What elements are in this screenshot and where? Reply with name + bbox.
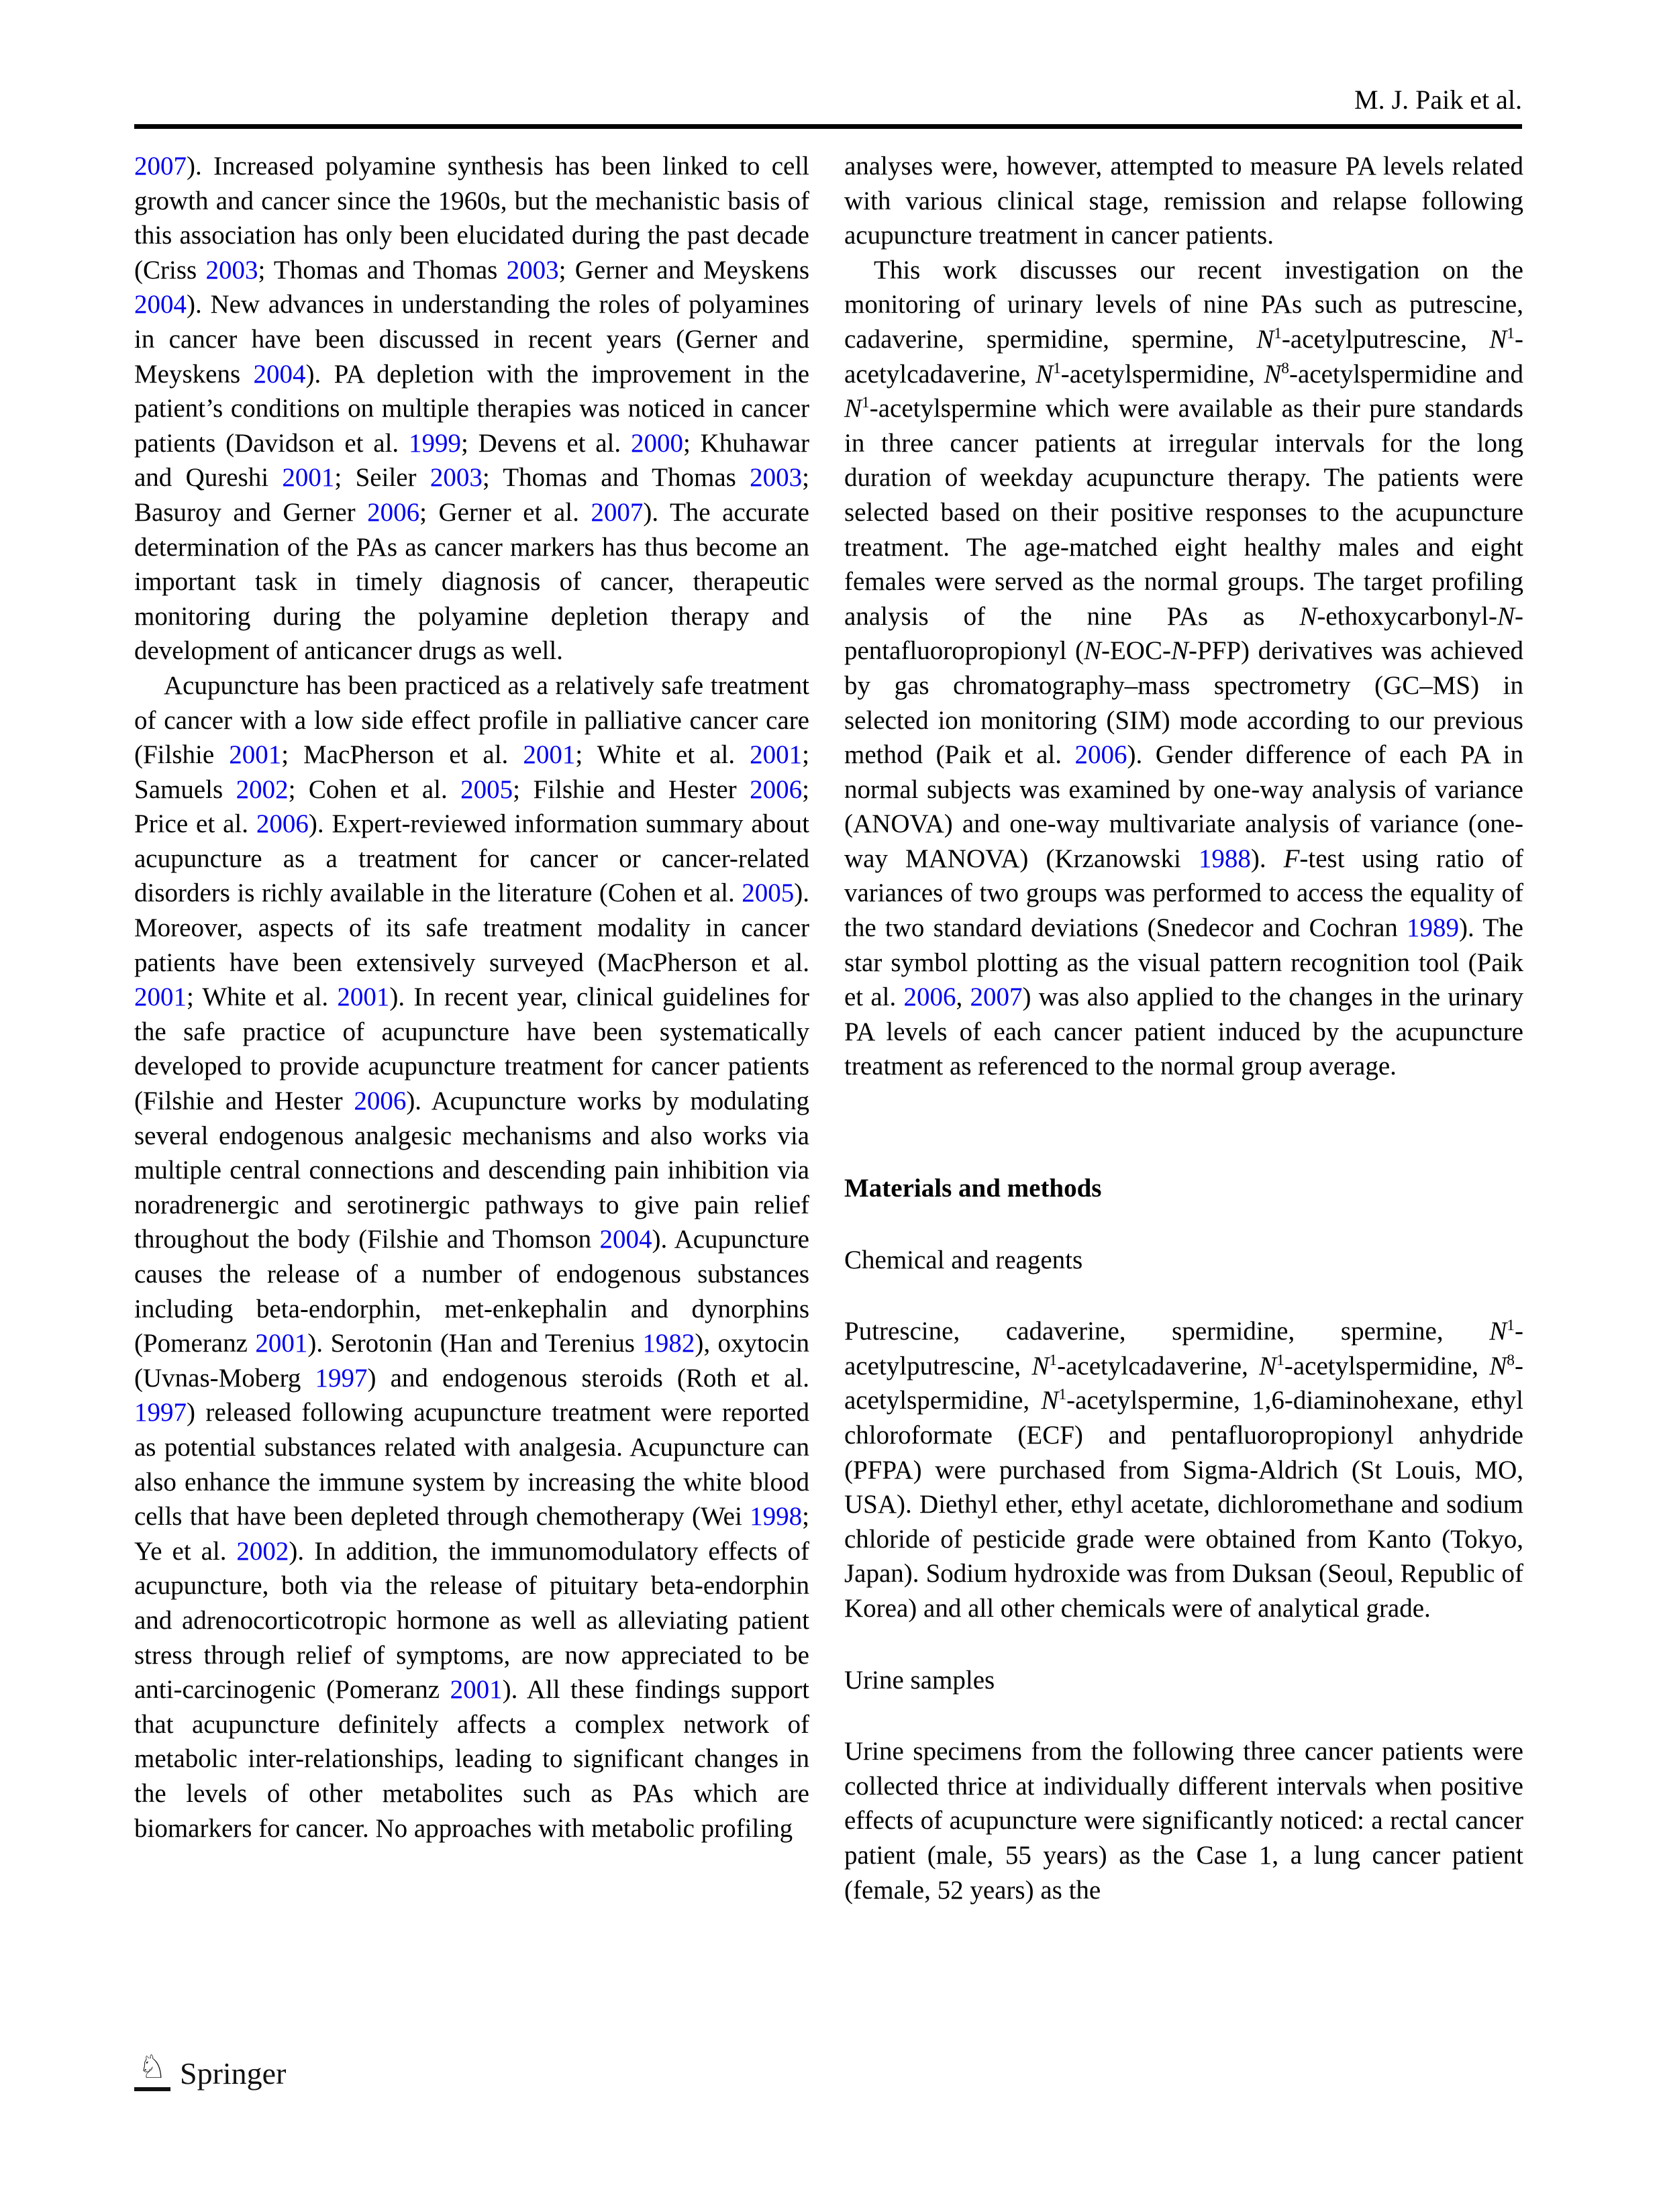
paragraph: 2007). Increased polyamine synthesis has been linked to cell growth and cancer since the 1960s, but the mechanistic basis of this association has only been elucidated during the past decade (Criss 2003; Thomas and Thomas 2003; Gerner and Meyskens 2004). New advances in understanding the roles of polyamines in cancer have been discussed in recent years (Gerner and Meyskens 2004). PA depletion with the improvement in the patient’s conditions on multiple therapies was noticed in cancer patients (Davidson et al. 1999; Devens et al. 2000; Khuhawar and Qureshi 2001; Seiler 2003; Thomas and Thomas 2003; Basuroy and Gerner 2006; Gerner et al. 2007). The accurate determination of the PAs as cancer markers has thus become an important task in timely diagnosis of cancer, therapeutic monitoring during the polyamine depletion therapy and development of anticancer drugs as well. — [134, 152, 809, 666]
paragraph: Acupuncture has been practiced as a relatively safe treatment of cancer with a low side effect profile in palliative cancer care (Filshie 2001; MacPherson et al. 2001; White et al. 2001; Samuels 2002; Cohen et al. 2005; Filshie and Hester 2006; Price et al. 2006). Expert-reviewed information summary about acupuncture as a treatment for cancer or cancer-related disorders is richly available in the literature (Cohen et al. 2005). Moreover, aspects of its safe treatment modality in cancer patients have been extensively surveyed (MacPherson et al. 2001; White et al. 2001). In recent year, clinical guidelines for the safe practice of acupuncture have been systematically developed to provide acupuncture treatment for cancer patients (Filshie and Hester 2006). Acupuncture works by modulating several endogenous analgesic mechanisms and also works via multiple central connections and descending pain inhibition via noradrenergic and serotinergic pathways to give pain relief throughout the body (Filshie and Thomson 2004). Acupuncture causes the release of a number of endogenous substances including beta-endorphin, met-enkephalin and dynorphins (Pomeranz 2001). Serotonin (Han and Terenius 1982), oxytocin (Uvnas-Moberg 1997) and endogenous steroids (Roth et al. 1997) released following acupuncture treatment were reported as potential substances related with analgesia. Acupuncture can also enhance the immune system by increasing the white blood cells that have been depleted through chemotherapy (Wei 1998; Ye et al. 2002). In addition, the immunomodulatory effects of acupuncture, both via the release of pituitary beta-endorphin and adrenocorticotropic hormone as well as alleviating patient stress through relief of symptoms, are now appreciated to be anti-carcinogenic (Pomeranz 2001). All these findings support that acupuncture definitely affects a complex network of metabolic inter-relationships, leading to significant changes in the levels of other metabolites such as PAs which are biomarkers for cancer. No approaches with metabolic profiling — [134, 670, 810, 1843]
citation-year-link[interactable]: 2000 — [630, 428, 683, 458]
citation-year-link[interactable]: 1989 — [1407, 913, 1460, 943]
paragraph: Urine specimens from the following three cancer patients were collected thrice at individually different intervals when positive effects of acupuncture were significantly noticed: a rectal cancer patient (male, 55 years) as the Case 1, a lung cancer patient (female, 52 years) as the — [844, 1737, 1523, 1905]
citation-year-link[interactable]: 2006 — [750, 774, 803, 804]
citation-year-link[interactable]: 2005 — [460, 774, 513, 804]
citation-year-link[interactable]: 2006 — [903, 983, 956, 1012]
citation-year-link[interactable]: 1997 — [315, 1363, 368, 1393]
citation-year-link[interactable]: 2007 — [591, 497, 644, 527]
left-column — [134, 149, 809, 1846]
citation-year-link[interactable]: 2006 — [367, 497, 420, 527]
citation-year-link[interactable]: 2001 — [337, 983, 390, 1012]
citation-year-link[interactable]: 2007 — [134, 152, 187, 181]
citation-year-link[interactable]: 2001 — [134, 983, 187, 1012]
paragraph: This work discusses our recent investigation on the monitoring of urinary levels of nine PAs such as putrescine, cadaverine, spermidine, spermine, $N^1$-acetylputrescine, $N^1$-acetylcadaverine, $N^1$-acetylspermidine, $N^8$-acetylspermidine and $N^1$-acetylspermine which were available as their pure standards in three cancer patients at irregular intervals for the long duration of weekday acupuncture therapy. The patients were selected based on their positive responses to the acupuncture treatment. The age-matched eight healthy males and eight females were served as the normal groups. The target profiling analysis of the nine PAs as N-ethoxycarbonyl-N-pentafluoropropionyl (N-EOC-N-PFP) derivatives was achieved by gas chromatography–mass spectrometry (GC–MS) in selected ion monitoring (SIM) mode according to our previous method (Paik et al. 2006). Gender difference of each PA in normal subjects was examined by one-way analysis of variance (ANOVA) and one-way multivariate analysis of variance (one-way MANOVA) (Krzanowski 1988). F-test using ratio of variances of two groups was performed to access the equality of the two standard deviations (Snedecor and Cochran 1989). The star symbol plotting as the visual pattern recognition tool (Paik et al. 2006, 2007) was also applied to the changes in the urinary PA levels of each cancer patient induced by the acupuncture treatment as referenced to the normal group average. — [844, 255, 1523, 1081]
header-rule — [134, 124, 1522, 129]
citation-year-link[interactable]: 1988 — [1198, 844, 1251, 873]
citation-year-link[interactable]: 2006 — [1074, 740, 1127, 770]
citation-year-link[interactable]: 2001 — [523, 740, 576, 770]
citation-year-link[interactable]: 2002 — [236, 774, 289, 804]
citation-year-link[interactable]: 1982 — [642, 1329, 695, 1358]
springer-logo-icon: ♘ — [134, 2048, 170, 2091]
citation-year-link[interactable]: 2007 — [970, 983, 1023, 1012]
citation-year-link[interactable]: 2004 — [253, 359, 306, 389]
citation-year-link[interactable]: 2002 — [236, 1536, 289, 1566]
citation-year-link[interactable]: 1999 — [408, 428, 461, 458]
citation-year-link[interactable]: 1997 — [134, 1398, 187, 1427]
citation-year-link[interactable]: 2001 — [255, 1329, 308, 1358]
subsection-heading: Chemical and reagents — [844, 1245, 1083, 1274]
publisher-footer — [134, 2048, 286, 2091]
paragraph: analyses were, however, attempted to measure PA levels related with various clinical stage, remission and relapse following acupuncture treatment in cancer patients. — [844, 152, 1523, 250]
citation-year-link[interactable]: 2006 — [354, 1087, 407, 1116]
citation-year-link[interactable]: 2001 — [282, 463, 335, 493]
citation-year-link[interactable]: 2006 — [256, 809, 309, 839]
subsection-heading: Urine samples — [844, 1665, 995, 1695]
paragraph: Putrescine, cadaverine, spermidine, spermine, $N^1$-acetylputrescine, $N^1$-acetylcadaverine, $N^1$-acetylspermidine, $N^8$-acetylspermidine, $N^1$-acetylspermine, 1,6-diaminohexane, ethyl chloroformate (ECF) and pentafluoropropionyl anhydride (PFPA) were purchased from Sigma-Aldrich (St Louis, MO, USA). Diethyl ether, ethyl acetate, dichloromethane and sodium chloride of pesticide grade were obtained from Kanto (Tokyo, Japan). Sodium hydroxide was from Duksan (Seoul, Republic of Korea) and all other chemicals were of analytical grade. — [844, 1317, 1523, 1623]
citation-year-link[interactable]: 2004 — [134, 290, 187, 319]
citation-year-link[interactable]: 2001 — [450, 1675, 503, 1705]
citation-year-link[interactable]: 2003 — [750, 463, 803, 493]
citation-year-link[interactable]: 2003 — [205, 255, 258, 285]
citation-year-link[interactable]: 2005 — [742, 878, 795, 908]
running-head: M. J. Paik et al. — [1354, 85, 1522, 115]
citation-year-link[interactable]: 2001 — [750, 740, 803, 770]
citation-year-link[interactable]: 1998 — [750, 1502, 803, 1531]
citation-year-link[interactable]: 2001 — [229, 740, 282, 770]
citation-year-link[interactable]: 2003 — [430, 463, 483, 493]
citation-year-link[interactable]: 2004 — [599, 1225, 652, 1254]
right-column — [844, 149, 1523, 1907]
springer-wordmark: Springer — [180, 2056, 287, 2091]
section-heading: Materials and methods — [844, 1174, 1102, 1203]
citation-year-link[interactable]: 2003 — [506, 255, 559, 285]
